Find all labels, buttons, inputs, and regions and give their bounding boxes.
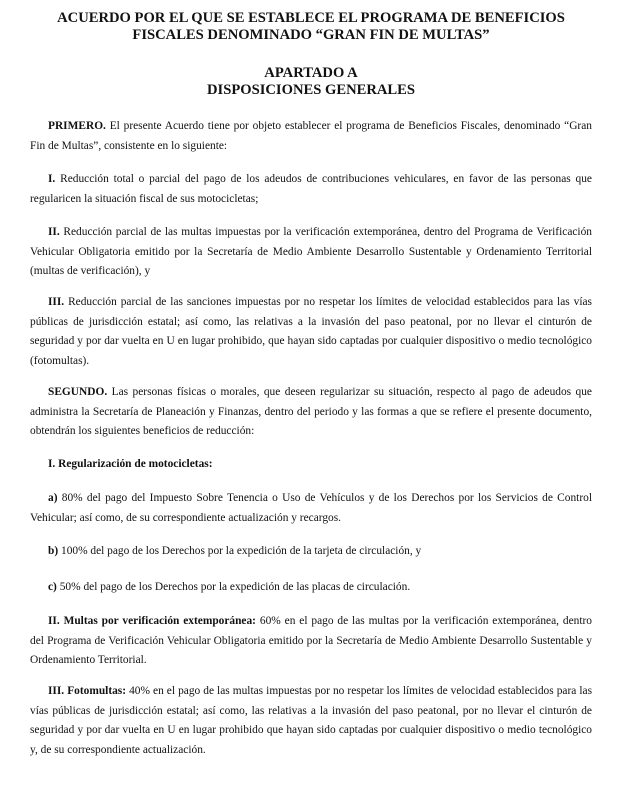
sub-a-label: a) xyxy=(48,492,58,504)
item-1-label: I. xyxy=(48,173,56,185)
section-line-1: APARTADO A xyxy=(264,65,358,81)
paragraph-sub-a xyxy=(30,489,592,528)
sub-b-text: 100% del pago de los Derechos por la expedición de la tarjeta de circulación, y xyxy=(61,545,422,557)
paragraph-item-2 xyxy=(30,223,592,282)
item-3-label: III. xyxy=(48,296,65,308)
section-line-2: DISPOSICIONES GENERALES xyxy=(206,82,416,98)
sub-c-label: c) xyxy=(48,581,57,593)
multas-text: 60% en el pago de las multas por la verificación extemporánea, dentro del Programa de Verificación Vehicular Obligatoria emitido por la Secretaría de Medio Ambiente Desarrollo Sustentable y Ordenamiento Territorial. xyxy=(30,615,592,666)
title-line-2: FISCALES DENOMINADO “GRAN FIN DE MULTAS” xyxy=(132,27,490,43)
document-title xyxy=(30,10,592,44)
sub-b-label: b) xyxy=(48,545,59,557)
title-line-1: ACUERDO POR EL QUE SE ESTABLECE EL PROGRAMA DE BENEFICIOS xyxy=(57,10,565,26)
sub-c-text: 50% del pago de los Derechos por la expedición de las placas de circulación. xyxy=(59,581,411,593)
item-1-text: Reducción total o parcial del pago de los adeudos de contribuciones vehiculares, en favor de las personas que regularicen la situación fiscal de sus motocicletas; xyxy=(30,173,592,205)
primero-label: PRIMERO. xyxy=(48,120,106,132)
paragraph-item-1 xyxy=(30,170,592,209)
heading-motocicletas-text: I. Regularización de motocicletas: xyxy=(48,458,213,470)
item-2-label: II. xyxy=(48,226,60,238)
paragraph-sub-c xyxy=(30,578,592,598)
paragraph-item-3 xyxy=(30,293,592,371)
fotomultas-text: 40% en el pago de las multas impuestas por no respetar los límites de velocidad establecidos para las vías públicas de jurisdicción estatal; así como, las relativas a la invasión del paso peatonal, por no llevar el cinturón de seguridad y por dar vuelta en U en lugar prohibido que hayan sido captadas por cualquier dispositivo o medio tecnológico y, de su correspondiente actualización. xyxy=(30,685,593,756)
primero-text: El presente Acuerdo tiene por objeto establecer el programa de Beneficios Fiscales, denominado “Gran Fin de Multas”, consistente en lo siguiente: xyxy=(30,120,592,152)
fotomultas-label: III. Fotomultas: xyxy=(48,685,127,697)
segundo-label: SEGUNDO. xyxy=(48,386,108,398)
multas-label: II. Multas por verificación extemporánea: xyxy=(48,615,256,627)
paragraph-fotomultas xyxy=(30,682,592,760)
item-3-text: Reducción parcial de las sanciones impuestas por no respetar los límites de velocidad establecidos para las vías públicas de jurisdicción estatal; así como, las relativas a la invasión del paso peatonal, por no llevar el cinturón de seguridad y por dar vuelta en U en lugar prohibido, que hayan sido captadas por cualquier dispositivo o medio tecnológico (fotomultas). xyxy=(30,296,592,367)
paragraph-primero xyxy=(30,117,592,156)
section-heading xyxy=(30,65,592,99)
paragraph-multas-verificacion xyxy=(30,612,592,671)
segundo-text: Las personas físicas o morales, que deseen regularizar su situación, respecto al pago de adeudos que administra la Secretaría de Planeación y Finanzas, dentro del periodo y las formas a que se refiere el presente documento, obtendrán los siguientes beneficios de reducción: xyxy=(30,386,592,437)
heading-motocicletas xyxy=(30,455,592,475)
paragraph-segundo xyxy=(30,383,592,442)
sub-a-text: 80% del pago del Impuesto Sobre Tenencia o Uso de Vehículos y de los Derechos por los Servicios de Control Vehicular; así como, de su correspondiente actualización y recargos. xyxy=(30,492,592,524)
paragraph-sub-b xyxy=(30,542,592,562)
item-2-text: Reducción parcial de las multas impuestas por la verificación extemporánea, dentro del Programa de Verificación Vehicular Obligatoria emitido por la Secretaría de Medio Ambiente Desarrollo Sustentable y Ordenamiento Territorial (multas de verificación), y xyxy=(30,226,592,277)
